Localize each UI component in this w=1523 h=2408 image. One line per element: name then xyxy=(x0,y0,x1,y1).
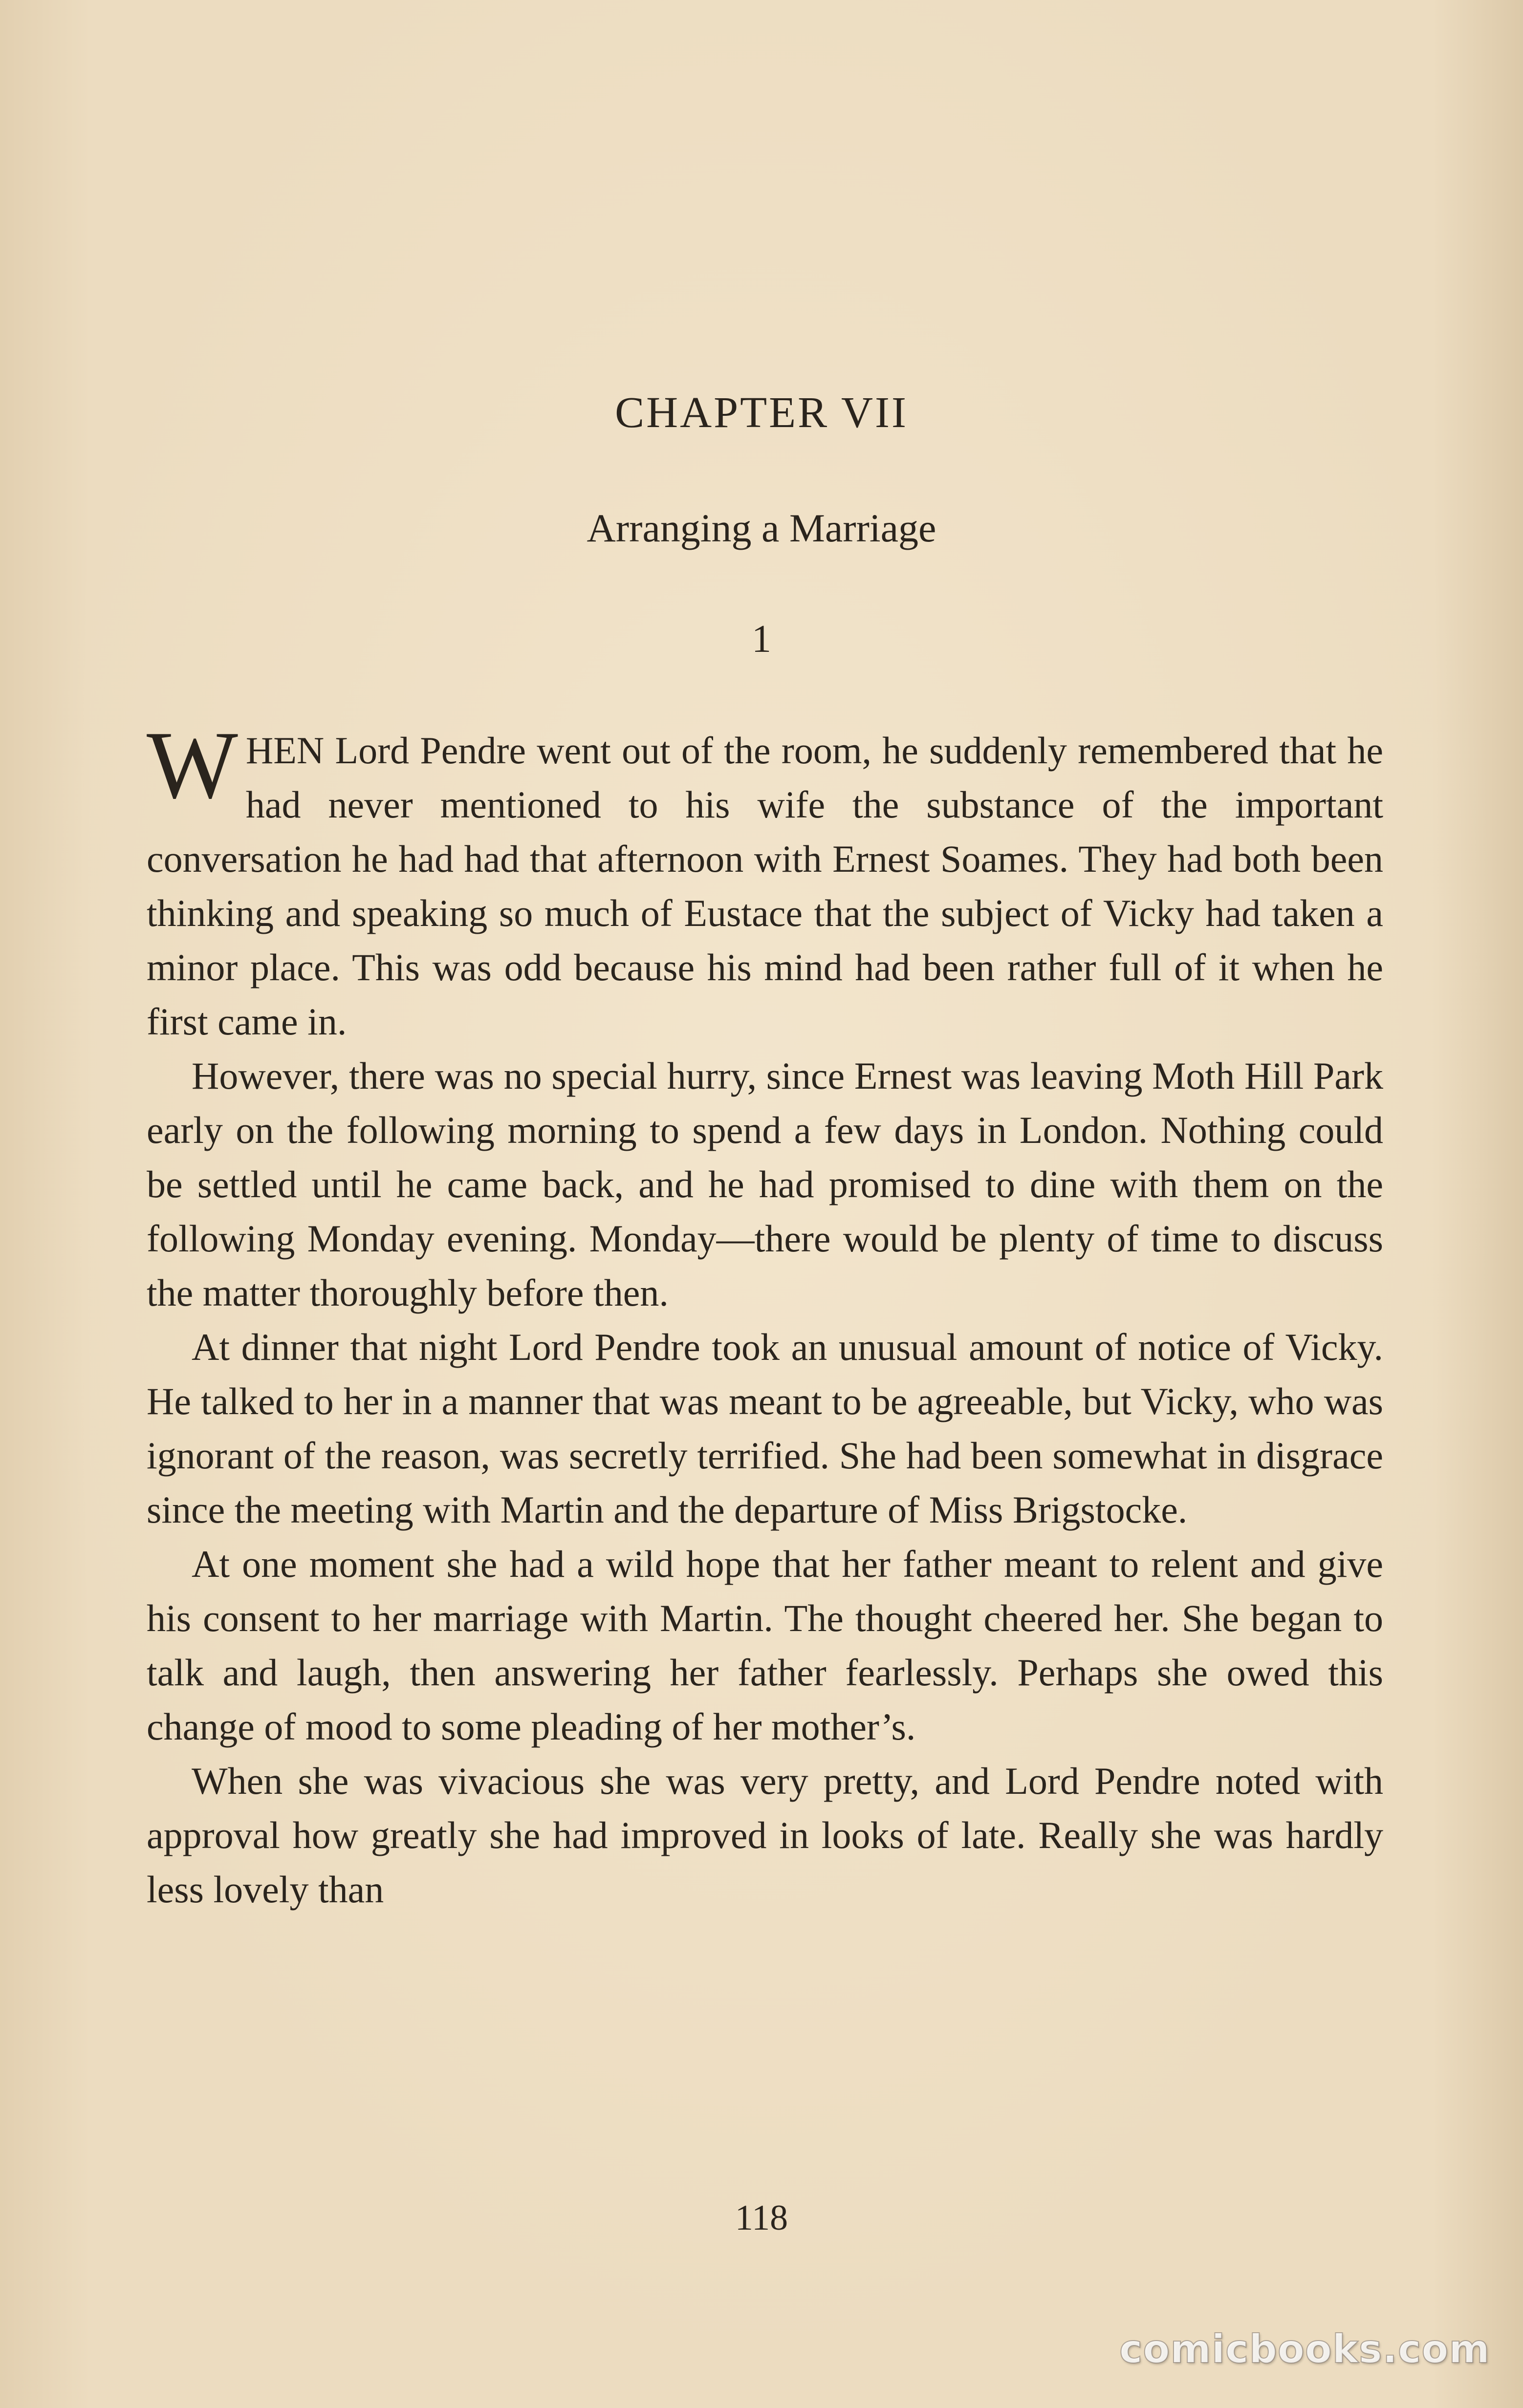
section-number: 1 xyxy=(752,618,771,661)
body-text xyxy=(147,711,1383,1916)
paragraph: When she was vivacious she was very pretty, and Lord Pendre noted with approval how greatly she had improved in looks of late. Really she was hardly less lovely than xyxy=(147,1760,1383,1911)
paragraph xyxy=(147,711,1383,1049)
drop-cap: W xyxy=(147,711,238,818)
paragraph: At one moment she had a wild hope that her father meant to relent and give his consent to her marriage with Martin. The thought cheered her. She began to talk and laugh, then answering her father fearlessly. Perhaps she owed this change of mood to some pleading of her mother’s. xyxy=(147,1543,1383,1748)
chapter-heading: CHAPTER VII xyxy=(615,388,908,437)
page-number: 118 xyxy=(735,2198,788,2238)
paragraph: However, there was no special hurry, since Ernest was leaving Moth Hill Park early on the following morning to spend a few days in London. Nothing could be settled until he came back, and he had promised to dine with them on the following Monday evening. Monday—there would be plenty of time to discuss the matter thoroughly before then. xyxy=(147,1054,1383,1314)
paragraph: At dinner that night Lord Pendre took an unusual amount of notice of Vicky. He talked to her in a manner that was meant to be agreeable, but Vicky, who was ignorant of the reason, was secretly terrified. She had been somewhat in disgrace since the meeting with Martin and the departure of Miss Brigstocke. xyxy=(147,1326,1383,1531)
chapter-title: Arranging a Marriage xyxy=(587,506,936,550)
watermark: comicbooks.com xyxy=(1119,2326,1490,2372)
paragraph-text: HEN Lord Pendre went out of the room, he suddenly remembered that he had never mentioned to his wife the substance of the important conversation he had had that afternoon with Ernest Soames. They had both been thinking and speaking so much of Eustace that the subject of Vicky had taken a minor place. This was odd because his mind had been rather full of it when he first came in. xyxy=(147,729,1383,1043)
